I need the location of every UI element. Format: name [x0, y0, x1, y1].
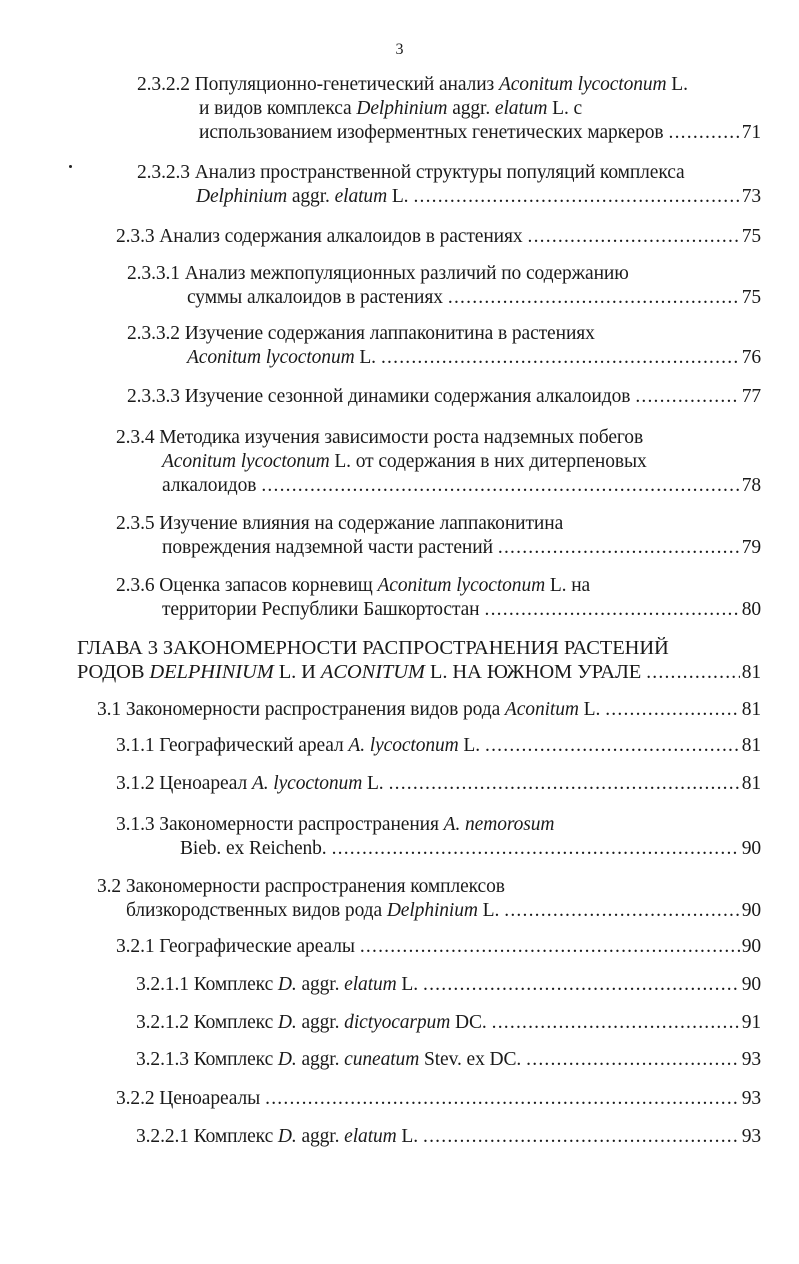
- toc-entry[interactable]: [137, 161, 761, 209]
- toc-entry-line: [116, 734, 761, 758]
- toc-entry-italic-segment: A. lycoctonum: [348, 735, 459, 756]
- toc-page-number: 77: [741, 386, 761, 407]
- toc-entry[interactable]: [116, 772, 761, 796]
- toc-entry-segment: L.: [477, 900, 500, 921]
- toc-leader-dots: [448, 286, 740, 310]
- toc-entry-italic-segment: DELPHINIUM: [149, 661, 274, 683]
- toc-entry-text: [127, 263, 629, 284]
- toc-entry-segment: 2.3.3 Анализ содержания алкалоидов в растениях: [116, 226, 523, 247]
- toc-entry-line: [162, 598, 761, 622]
- toc-page-number: 80: [741, 599, 761, 620]
- toc-entry-text: [199, 98, 582, 119]
- toc-leader-dots: [413, 185, 739, 209]
- toc-entry[interactable]: [136, 1048, 761, 1072]
- toc-entry-segment: 3.2.1.2 Комплекс: [136, 1012, 278, 1033]
- toc-entry-text: [116, 935, 355, 959]
- toc-page-number: 81: [741, 735, 761, 756]
- toc-entry-text: [97, 698, 600, 722]
- toc-leader-dots: [492, 1011, 740, 1035]
- toc-page-number: 81: [741, 699, 761, 720]
- toc-entry-segment: 3.1.2 Ценоареал: [116, 773, 252, 794]
- toc-entry-segment: РОДОВ: [77, 661, 150, 683]
- toc-entry-segment: алкалоидов: [162, 475, 257, 496]
- toc-entry-segment: L.: [396, 974, 419, 995]
- toc-leader-dots: [504, 899, 739, 923]
- toc-entry-segment: повреждения надземной части растений: [162, 537, 493, 558]
- toc-entry-italic-segment: A. nemorosum: [443, 814, 555, 835]
- toc-entry-text: [196, 185, 408, 209]
- toc-entry[interactable]: [116, 225, 761, 249]
- toc-leader-dots: [389, 772, 740, 796]
- toc-entry-segment: L.: [387, 186, 409, 207]
- toc-entry-line: [97, 875, 761, 899]
- toc-entry-segment: Bieb. ex Reichenb.: [180, 838, 327, 859]
- toc-entry-segment: L.: [578, 699, 601, 720]
- toc-entry-line: [180, 837, 761, 861]
- toc-entry-italic-segment: A. lycoctonum: [251, 773, 363, 794]
- toc-entry-segment: L.: [458, 735, 481, 756]
- toc-entry-italic-segment: elatum: [344, 974, 397, 995]
- toc-entry-text: [137, 74, 688, 95]
- toc-entry[interactable]: [97, 875, 761, 923]
- toc-leader-dots: [423, 973, 740, 997]
- toc-entry-segment: L. И: [273, 661, 321, 683]
- toc-leader-dots: [526, 1048, 740, 1072]
- toc-leader-dots: [381, 346, 740, 370]
- toc-leader-dots: [528, 225, 740, 249]
- toc-entry-text: [116, 814, 554, 835]
- toc-page-number: 90: [741, 838, 761, 859]
- toc-entry-segment: 3.2.2.1 Комплекс: [136, 1126, 278, 1147]
- toc-entry-text: [127, 385, 630, 409]
- toc-leader-dots: [265, 1087, 740, 1111]
- toc-entry-text: [187, 286, 443, 310]
- toc-entry-text: [116, 772, 384, 796]
- toc-entry-text: [162, 536, 493, 560]
- toc-entry-italic-segment: elatum: [344, 1126, 397, 1147]
- toc-entry-segment: суммы алкалоидов в растениях: [187, 287, 443, 308]
- toc-entry-text: [136, 1125, 418, 1149]
- toc-entry-line: [136, 1125, 761, 1149]
- toc-entry-text: [116, 1087, 260, 1111]
- toc-entry-italic-segment: Aconitum lycoctonum: [377, 575, 546, 596]
- toc-page-number: 81: [741, 662, 761, 683]
- toc-entry[interactable]: [136, 1011, 761, 1035]
- toc-entry-italic-segment: Delphinium: [386, 900, 478, 921]
- toc-entry-segment: и видов комплекса: [199, 98, 357, 119]
- page-number: 3: [395, 41, 404, 58]
- toc-entry-segment: 2.3.4 Методика изучения зависимости роста надземных побегов: [116, 427, 644, 448]
- toc-entry-line: [136, 1048, 761, 1072]
- toc-entry-text: [116, 427, 643, 448]
- toc-entry-segment: 3.1.1 Географический ареал: [116, 735, 349, 756]
- toc-page-number: 93: [741, 1088, 761, 1109]
- toc-leader-dots: [485, 734, 740, 758]
- toc-entry[interactable]: [127, 262, 761, 310]
- toc-entry-text: [187, 346, 376, 370]
- toc-entry-text: [136, 973, 418, 997]
- toc-entry-line: [116, 935, 761, 959]
- toc-entry-segment: aggr.: [296, 1012, 345, 1033]
- toc-entry-segment: L.: [362, 773, 384, 794]
- toc-leader-dots: [485, 598, 740, 622]
- toc-leader-dots: [498, 536, 740, 560]
- toc-entry-text: [180, 837, 327, 861]
- toc-entry[interactable]: [116, 1087, 761, 1111]
- toc-entry[interactable]: [127, 385, 761, 409]
- toc-page-number: 71: [741, 122, 761, 143]
- toc-page-number: 90: [741, 936, 761, 957]
- toc-entry[interactable]: [127, 322, 761, 370]
- toc-entry-text: [136, 1048, 521, 1072]
- toc-entry-text: [162, 474, 256, 498]
- toc-entry-segment: 2.3.6 Оценка запасов корневищ: [116, 575, 378, 596]
- toc-entry-italic-segment: Aconitum lycoctonum: [187, 347, 355, 368]
- toc-entry-segment: 3.2.1.1 Комплекс: [136, 974, 278, 995]
- toc-entry-line: [137, 73, 761, 97]
- toc-leader-dots: [360, 935, 740, 959]
- toc-entry-line: [199, 121, 761, 145]
- toc-entry-line: [136, 1011, 761, 1035]
- toc-leader-dots: [669, 121, 740, 145]
- toc-entry-italic-segment: Aconitum: [504, 699, 579, 720]
- toc-page-number: 73: [741, 186, 761, 207]
- toc-entry-text: [116, 513, 563, 534]
- toc-entry-segment: Stev. ex DC.: [419, 1049, 522, 1070]
- toc-entry-text: [127, 323, 595, 344]
- toc-entry-line: [116, 813, 761, 837]
- toc-entry-line: [116, 512, 761, 536]
- toc-page-number: 79: [741, 537, 761, 558]
- toc-entry-segment: aggr.: [447, 98, 495, 119]
- toc-entry-line: [127, 322, 761, 346]
- toc-entry-segment: L.: [666, 74, 688, 95]
- toc-entry[interactable]: [116, 935, 761, 959]
- toc-entry-italic-segment: elatum: [494, 98, 548, 119]
- toc-entry[interactable]: [116, 512, 761, 560]
- toc-entry-line: [187, 346, 761, 370]
- toc-entry-segment: 3.2.1 Географические ареалы: [116, 936, 355, 957]
- toc-page-number: 78: [741, 475, 761, 496]
- toc-entry-text: [162, 598, 480, 622]
- toc-page-number: 75: [741, 287, 761, 308]
- toc-entry[interactable]: [116, 813, 761, 861]
- toc-entry-line: [137, 161, 761, 185]
- toc-entry-segment: 3.1 Закономерности распространения видов рода: [97, 699, 505, 720]
- toc-entry-italic-segment: Aconitum lycoctonum: [162, 451, 330, 472]
- toc-entry-segment: L. на: [545, 575, 591, 596]
- toc-page-number: 75: [741, 226, 761, 247]
- toc-entry-segment: ГЛАВА 3 ЗАКОНОМЕРНОСТИ РАСПРОСТРАНЕНИЯ РАСТЕНИЙ: [77, 637, 669, 659]
- toc-entry-segment: aggr.: [287, 186, 335, 207]
- toc-entry-italic-segment: ACONITUM: [320, 661, 425, 683]
- toc-entry[interactable]: [116, 574, 761, 622]
- toc-entry-segment: L. с: [547, 98, 583, 119]
- toc-entry-segment: близкородственных видов рода: [126, 900, 387, 921]
- toc-entry-segment: L.: [396, 1126, 419, 1147]
- toc-entry-line: [162, 536, 761, 560]
- toc-entry-text: [137, 162, 685, 183]
- toc-entry-italic-segment: Aconitum lycoctonum: [498, 74, 667, 95]
- toc-entry-line: [127, 262, 761, 286]
- toc-entry[interactable]: [116, 426, 761, 498]
- toc-entry-segment: 3.2 Закономерности распространения комплексов: [97, 876, 505, 897]
- toc-page-number: 93: [741, 1126, 761, 1147]
- toc-entry[interactable]: [136, 973, 761, 997]
- toc-entry-segment: L. НА ЮЖНОМ УРАЛЕ: [424, 661, 642, 683]
- toc-entry-segment: aggr.: [296, 1126, 345, 1147]
- toc-entry-text: [116, 734, 480, 758]
- toc-entry[interactable]: [77, 636, 761, 684]
- toc-entry-italic-segment: dictyocarpum: [344, 1012, 451, 1033]
- toc-entry[interactable]: [137, 73, 761, 145]
- toc-entry-text: [116, 225, 523, 249]
- toc-entry-text: [136, 1011, 487, 1035]
- toc-entry-segment: 2.3.2.2 Популяционно-генетический анализ: [137, 74, 499, 95]
- toc-leader-dots: [261, 474, 739, 498]
- toc-entry-text: [162, 451, 647, 472]
- toc-entry-line: [162, 450, 761, 474]
- toc-entry-line: [116, 225, 761, 249]
- toc-entry-italic-segment: D.: [277, 1012, 297, 1033]
- toc-entry-segment: 2.3.3.3 Изучение сезонной динамики содержания алкалоидов: [127, 386, 631, 407]
- toc-entry-segment: DC.: [450, 1012, 487, 1033]
- toc-entry-line: [126, 899, 761, 923]
- toc-page-number: 91: [741, 1012, 761, 1033]
- toc-entry-italic-segment: D.: [277, 1126, 297, 1147]
- toc-entry-italic-segment: D.: [277, 974, 297, 995]
- toc-leader-dots: [635, 385, 739, 409]
- toc-page-number: 76: [741, 347, 761, 368]
- toc-entry-text: [77, 638, 669, 659]
- toc-entry-text: [199, 121, 664, 145]
- toc-entry-text: [97, 876, 505, 897]
- toc-entry-line: [116, 772, 761, 796]
- toc-leader-dots: [423, 1125, 740, 1149]
- toc-entry-line: [77, 636, 761, 660]
- toc-entry-line: [116, 1087, 761, 1111]
- toc-entry-italic-segment: elatum: [334, 186, 388, 207]
- toc-entry-segment: aggr.: [296, 974, 345, 995]
- toc-entry-line: [196, 185, 761, 209]
- toc-entry-segment: использованием изоферментных генетических маркеров: [199, 122, 664, 143]
- toc-entry-text: [126, 899, 499, 923]
- toc-entry-line: [116, 426, 761, 450]
- toc-entry-line: [162, 474, 761, 498]
- toc-page-number: 93: [741, 1049, 761, 1070]
- toc-entry-segment: 3.2.1.3 Комплекс: [136, 1049, 278, 1070]
- toc-entry-segment: 3.2.2 Ценоареалы: [116, 1088, 261, 1109]
- toc-entry-line: [187, 286, 761, 310]
- toc-entry-segment: L. от содержания в них дитерпеновых: [329, 451, 647, 472]
- toc-entry-line: [116, 574, 761, 598]
- scan-speck: [69, 165, 72, 168]
- toc-entry-italic-segment: D.: [277, 1049, 297, 1070]
- toc-page-number: 90: [741, 900, 761, 921]
- toc-entry-text: [116, 575, 590, 596]
- toc-entry-text: [77, 660, 641, 685]
- toc-leader-dots: [332, 837, 740, 861]
- toc-entry-italic-segment: cuneatum: [344, 1049, 420, 1070]
- toc-entry[interactable]: [116, 734, 761, 758]
- toc-entry-segment: 2.3.3.2 Изучение содержания лаппаконитина в растениях: [127, 323, 595, 344]
- toc-entry-line: [97, 698, 761, 722]
- toc-entry-line: [136, 973, 761, 997]
- toc-entry-italic-segment: Delphinium: [196, 186, 288, 207]
- toc-entry-segment: 2.3.3.1 Анализ межпопуляционных различий по содержанию: [127, 263, 629, 284]
- toc-entry-line: [77, 660, 761, 684]
- toc-entry-italic-segment: Delphinium: [356, 98, 448, 119]
- toc-leader-dots: [646, 661, 739, 685]
- toc-entry[interactable]: [97, 698, 761, 722]
- toc-leader-dots: [605, 698, 739, 722]
- toc-entry[interactable]: [136, 1125, 761, 1149]
- toc-entry-line: [127, 385, 761, 409]
- toc-entry-segment: aggr.: [296, 1049, 345, 1070]
- toc-page-number: 90: [741, 974, 761, 995]
- toc-entry-segment: 3.1.3 Закономерности распространения: [116, 814, 444, 835]
- toc-entry-segment: территории Республики Башкортостан: [162, 599, 480, 620]
- toc-entry-segment: 2.3.2.3 Анализ пространственной структуры популяций комплекса: [137, 162, 685, 183]
- toc-page-number: 81: [741, 773, 761, 794]
- toc-entry-line: [199, 97, 761, 121]
- toc-entry-segment: L.: [354, 347, 376, 368]
- toc-entry-segment: 2.3.5 Изучение влияния на содержание лаппаконитина: [116, 513, 564, 534]
